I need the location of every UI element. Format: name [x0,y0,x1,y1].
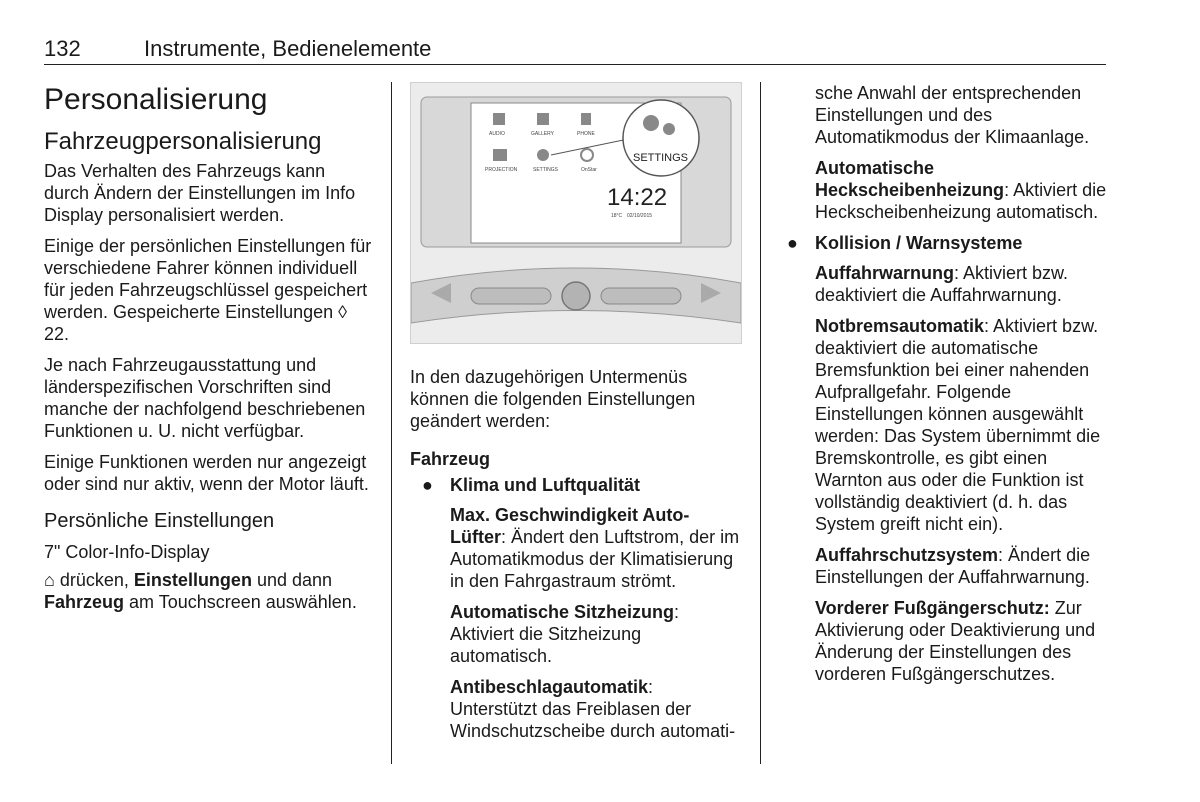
gear-icon [663,123,675,135]
instruction-paragraph [44,569,374,613]
setting-description [815,315,1115,535]
setting-name: Vorderer Fußgängerschutz: [815,598,1050,618]
setting-name: Antibeschlagautomatik [450,677,649,697]
setting-description [410,676,740,742]
volume-knob [562,282,590,310]
setting-name: Auffahrwarnung [815,263,954,283]
page-number: 132 [44,36,81,61]
info-display-illustration [410,82,742,344]
setting-description [410,601,740,667]
bold-term: Einstellungen [133,570,252,590]
setting-text: : Aktiviert die Heckscheibenheizung automatisch. [815,180,1107,222]
list-item [775,232,1115,254]
setting-description [410,504,740,592]
bold-term: Fahrzeug [44,592,125,612]
paragraph: In den dazugehörigen Untermenüs können die folgenden Einstellungen geändert werden: [410,367,696,431]
page-title: Personalisierung [44,83,268,116]
paragraph: Je nach Fahrzeugausstattung und länderspezifischen Vorschriften sind manche der nachfolgend beschriebenen Funktionen u. U. nicht verfügbar. [44,355,366,441]
icon-label: SETTINGS [533,167,559,173]
phone-icon [581,113,591,125]
column-3 [787,82,1115,694]
setting-description [815,597,1115,685]
gear-icon [643,115,659,131]
section-title: Instrumente, Bedienelemente [144,36,432,61]
console-buttons-left [471,288,551,304]
setting-description [815,544,1115,588]
icon-label: OnStar [581,167,597,173]
setting-name: Automatische Sitzheizung [450,602,675,622]
heading-display: 7" Color-Info-Display [44,542,210,562]
page-header [44,30,1106,65]
setting-description [815,262,1115,306]
heading-personal-settings: Persönliche Einstellungen [44,510,275,532]
home-icon-text: ⌂ drücken, [44,570,134,590]
bullet-dot: ● [787,233,798,253]
bold-heading: Fahrzeug [410,449,491,469]
paragraph: Das Verhalten des Fahrzeugs kann durch Ändern der Einstellungen im Info Display personalisiert werden. [44,161,356,225]
icon-label: GALLERY [531,131,554,137]
column-2 [410,82,740,751]
temperature: 18°C [611,213,623,219]
projection-icon [493,149,507,161]
setting-name: Max. Geschwindigkeit Auto-Lüfter [450,505,690,547]
console-buttons-right [601,288,681,304]
setting-description [815,157,1115,223]
text: und dann [251,570,333,590]
setting-text: : Ändert den Luftstrom, der im Automatikmodus der Klimatisierung in den Fahrgastraum strömt. [450,527,740,591]
date: 02/10/2015 [627,213,653,219]
setting-name: Automatische Heckscheibenheizung [815,158,1005,200]
setting-name: Notbremsautomatik [815,316,985,336]
column-divider-1 [391,82,392,764]
settings-icon [537,149,549,161]
audio-icon [493,113,505,125]
zoom-circle [623,100,699,176]
column-1 [44,82,374,622]
bullet-label: Klima und Luftqualität [450,475,640,495]
gallery-icon [537,113,549,125]
paragraph: sche Anwahl der entsprechenden Einstellungen und des Automatikmodus der Klimaanlage. [815,83,1090,147]
setting-text: Zur Aktivierung oder Deaktivierung und Änderung der Einstellungen des vorderen Fußgängerschutzes. [815,598,1096,684]
setting-text: : Aktiviert die Sitzheizung automatisch. [450,602,680,666]
column-divider-2 [760,82,761,764]
icon-label: PROJECTION [485,167,518,173]
bullet-dot: ● [422,475,433,495]
subsection-title: Fahrzeugpersonalisierung [44,128,322,155]
zoom-label: SETTINGS [633,152,689,164]
bullet-label: Kollision / Warnsysteme [815,233,1023,253]
text: am Touchscreen auswählen. [124,592,357,612]
setting-text: : Aktiviert bzw. deaktiviert die Auffahrwarnung. [815,263,1069,305]
heading-fahrzeug [410,448,740,470]
display-drawing [411,83,741,343]
paragraph: Einige Funktionen werden nur angezeigt oder sind nur aktiv, wenn der Motor läuft. [44,452,369,494]
clock: 14:22 [607,184,668,211]
icon-label: PHONE [577,131,595,137]
list-item [410,474,740,496]
setting-text: : Unterstützt das Freiblasen der Windschutzscheibe durch automati- [450,677,736,741]
setting-name: Auffahrschutzsystem [815,545,999,565]
icon-label: AUDIO [489,131,505,137]
paragraph: Einige der persönlichen Einstellungen für verschiedene Fahrer können individuell für jeden Fahrzeugschlüssel gespeichert werden. Gespeicherte Einstellungen ◊ 22. [44,236,372,344]
setting-text: : Ändert die Einstellungen der Auffahrwarnung. [815,545,1091,587]
setting-text: : Aktiviert bzw. deaktiviert die automatische Bremsfunktion bei einer nahenden Aufprallgefahr. Folgende Einstellungen können ausgewählt werden: Das System übernimmt die Bremskontrolle, es gibt einen Warnton aus oder die Funktion ist vollständig deaktiviert (d. h. das System greift nicht ein). [815,316,1101,534]
